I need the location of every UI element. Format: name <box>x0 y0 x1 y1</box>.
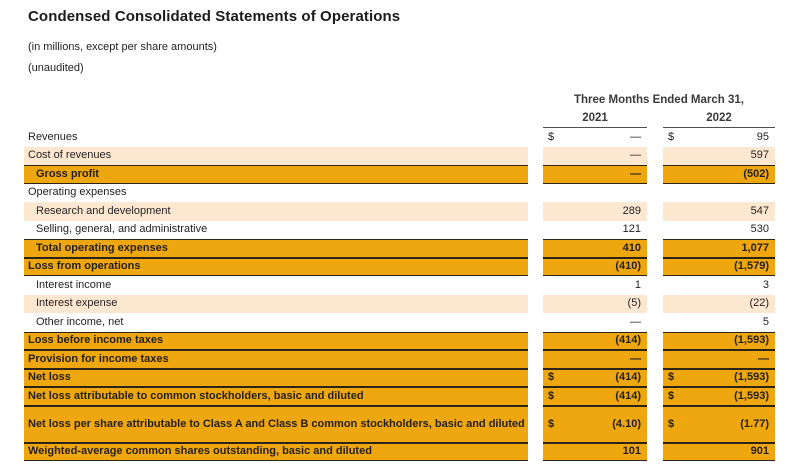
column-gap <box>647 276 663 295</box>
row-label: Weighted-average common shares outstanding, basic and diluted <box>28 445 372 458</box>
value-2022: 1,077 <box>741 241 769 254</box>
row-label-cell <box>24 369 528 388</box>
value-2021: 289 <box>622 204 641 217</box>
column-gap <box>528 369 543 388</box>
year-header-2021: 2021 <box>543 112 647 128</box>
column-gap <box>528 313 543 332</box>
value-2022: 901 <box>750 445 769 458</box>
table-row <box>24 128 775 147</box>
dollar-sign: $ <box>668 371 675 384</box>
value-2021: — <box>630 130 641 143</box>
value-2022: 5 <box>762 315 769 328</box>
column-gap <box>528 387 543 406</box>
value-2021: — <box>630 167 641 180</box>
dollar-sign: $ <box>668 417 675 430</box>
row-label: Loss before income taxes <box>28 334 164 347</box>
row-label: Other income, net <box>36 315 124 328</box>
value-2021: (414) <box>615 334 641 347</box>
value-cell-2021 <box>543 276 647 295</box>
row-label-cell <box>24 239 528 258</box>
value-cell-2022 <box>663 295 775 314</box>
row-label: Gross profit <box>36 167 99 180</box>
column-gap <box>528 165 543 184</box>
table-row <box>24 258 775 277</box>
column-gap <box>647 443 663 462</box>
table-row <box>24 202 775 221</box>
row-label-cell <box>24 258 528 277</box>
table-row <box>24 184 775 203</box>
column-gap <box>528 202 543 221</box>
value-cell-2022 <box>663 258 775 277</box>
value-2022: (22) <box>749 297 769 310</box>
table-row <box>24 239 775 258</box>
value-2022: 547 <box>750 204 769 217</box>
value-cell-2021 <box>543 202 647 221</box>
row-label: Provision for income taxes <box>28 352 169 365</box>
value-cell-2021 <box>543 147 647 166</box>
row-label-cell <box>24 276 528 295</box>
value-2022: (1,593) <box>734 371 769 384</box>
table-row <box>24 350 775 369</box>
column-gap <box>528 147 543 166</box>
table-row <box>24 221 775 240</box>
dollar-sign: $ <box>548 417 555 430</box>
row-label-cell <box>24 184 528 203</box>
value-cell-2021 <box>543 406 647 443</box>
column-gap <box>528 184 543 203</box>
row-label-cell <box>24 128 528 147</box>
value-cell-2022 <box>663 369 775 388</box>
header-spacer <box>24 94 543 109</box>
value-2021: (4.10) <box>612 417 641 430</box>
value-cell-2022 <box>663 313 775 332</box>
value-2021: 101 <box>622 445 641 458</box>
row-label-cell <box>24 350 528 369</box>
value-2021: — <box>630 352 641 365</box>
row-label: Net loss attributable to common stockholders, basic and diluted <box>28 389 364 402</box>
value-2021: (5) <box>627 297 641 310</box>
column-gap <box>528 128 543 147</box>
column-gap <box>528 239 543 258</box>
table-row <box>24 332 775 351</box>
row-label: Interest expense <box>36 297 118 310</box>
table-row <box>24 387 775 406</box>
dollar-sign: $ <box>548 389 555 402</box>
row-label-cell <box>24 313 528 332</box>
value-2022: 597 <box>750 149 769 162</box>
table-row <box>24 276 775 295</box>
row-label: Selling, general, and administrative <box>36 223 208 236</box>
column-gap <box>528 276 543 295</box>
value-2021: (414) <box>615 371 641 384</box>
row-label: Operating expenses <box>28 186 127 199</box>
table-row <box>24 147 775 166</box>
dollar-sign: $ <box>668 389 675 402</box>
value-2022: (1,593) <box>734 389 769 402</box>
value-2022: (1,593) <box>734 334 769 347</box>
column-gap <box>647 184 663 203</box>
value-cell-2022 <box>663 165 775 184</box>
units-note: (in millions, except per share amounts) <box>28 41 217 53</box>
column-gap <box>528 295 543 314</box>
dollar-sign: $ <box>548 130 555 143</box>
value-2021: 410 <box>622 241 641 254</box>
column-gap <box>647 350 663 369</box>
column-gap <box>647 387 663 406</box>
value-2022: (1,579) <box>734 260 769 273</box>
value-2022: 95 <box>756 130 769 143</box>
row-label-cell <box>24 147 528 166</box>
value-2022: — <box>758 352 769 365</box>
table-row <box>24 443 775 462</box>
row-label-cell <box>24 332 528 351</box>
row-label-cell <box>24 406 528 443</box>
value-cell-2021 <box>543 128 647 147</box>
table-row <box>24 313 775 332</box>
column-gap <box>528 350 543 369</box>
column-gap <box>528 443 543 462</box>
row-label: Total operating expenses <box>36 241 168 254</box>
row-label: Net loss <box>28 371 71 384</box>
value-2021: (414) <box>615 389 641 402</box>
value-cell-2022 <box>663 184 775 203</box>
value-2022: 530 <box>750 223 769 236</box>
value-cell-2021 <box>543 184 647 203</box>
table-row <box>24 165 775 184</box>
column-gap <box>647 165 663 184</box>
table-body <box>24 128 775 461</box>
table-row <box>24 295 775 314</box>
value-cell-2022 <box>663 239 775 258</box>
column-gap <box>647 258 663 277</box>
column-gap <box>528 258 543 277</box>
value-2021: — <box>630 315 641 328</box>
row-label: Interest income <box>36 278 112 291</box>
dollar-sign: $ <box>668 130 675 143</box>
value-cell-2022 <box>663 147 775 166</box>
value-2022: (1.77) <box>740 417 769 430</box>
row-label: Loss from operations <box>28 260 141 273</box>
value-cell-2021 <box>543 313 647 332</box>
column-gap <box>647 406 663 443</box>
column-gap <box>647 313 663 332</box>
value-cell-2022 <box>663 350 775 369</box>
value-cell-2022 <box>663 443 775 462</box>
value-cell-2021 <box>543 239 647 258</box>
row-label-cell <box>24 202 528 221</box>
column-gap <box>647 147 663 166</box>
row-label: Cost of revenues <box>28 149 112 162</box>
value-cell-2021 <box>543 258 647 277</box>
column-gap <box>647 332 663 351</box>
value-cell-2022 <box>663 387 775 406</box>
page-title: Condensed Consolidated Statements of Operations <box>28 8 401 25</box>
value-2022: (502) <box>743 167 769 180</box>
row-label-cell <box>24 387 528 406</box>
table-row <box>24 406 775 443</box>
column-gap <box>528 406 543 443</box>
value-2022: 3 <box>762 278 769 291</box>
value-2021: — <box>630 149 641 162</box>
unaudited-note: (unaudited) <box>28 62 84 74</box>
value-cell-2021 <box>543 221 647 240</box>
column-gap <box>528 221 543 240</box>
row-label-cell <box>24 221 528 240</box>
row-label-cell <box>24 443 528 462</box>
row-label-cell <box>24 295 528 314</box>
value-cell-2021 <box>543 350 647 369</box>
table-row <box>24 369 775 388</box>
dollar-sign: $ <box>548 371 555 384</box>
value-cell-2021 <box>543 165 647 184</box>
column-gap <box>647 112 663 128</box>
value-cell-2021 <box>543 295 647 314</box>
year-header-row <box>24 112 775 128</box>
column-gap <box>647 369 663 388</box>
value-cell-2021 <box>543 369 647 388</box>
row-label: Revenues <box>28 130 78 143</box>
value-2021: 1 <box>634 278 641 291</box>
column-gap <box>528 332 543 351</box>
value-cell-2021 <box>543 443 647 462</box>
value-2021: (410) <box>615 260 641 273</box>
period-header: Three Months Ended March 31, <box>574 94 744 106</box>
value-cell-2022 <box>663 332 775 351</box>
row-label: Net loss per share attributable to Class A and Class B common stockholders, basic and diluted <box>28 417 525 430</box>
column-gap <box>647 221 663 240</box>
value-cell-2022 <box>663 276 775 295</box>
period-header-row <box>24 94 775 109</box>
column-gap <box>647 202 663 221</box>
row-label-cell <box>24 165 528 184</box>
row-label: Research and development <box>36 204 171 217</box>
column-gap <box>647 128 663 147</box>
value-cell-2021 <box>543 387 647 406</box>
value-cell-2022 <box>663 128 775 147</box>
column-gap <box>647 239 663 258</box>
header-spacer <box>24 112 543 128</box>
year-header-2022: 2022 <box>663 112 775 128</box>
value-cell-2021 <box>543 332 647 351</box>
value-2021: 121 <box>622 223 641 236</box>
value-cell-2022 <box>663 202 775 221</box>
value-cell-2022 <box>663 221 775 240</box>
column-gap <box>647 295 663 314</box>
statements-table <box>24 94 775 461</box>
value-cell-2022 <box>663 406 775 443</box>
